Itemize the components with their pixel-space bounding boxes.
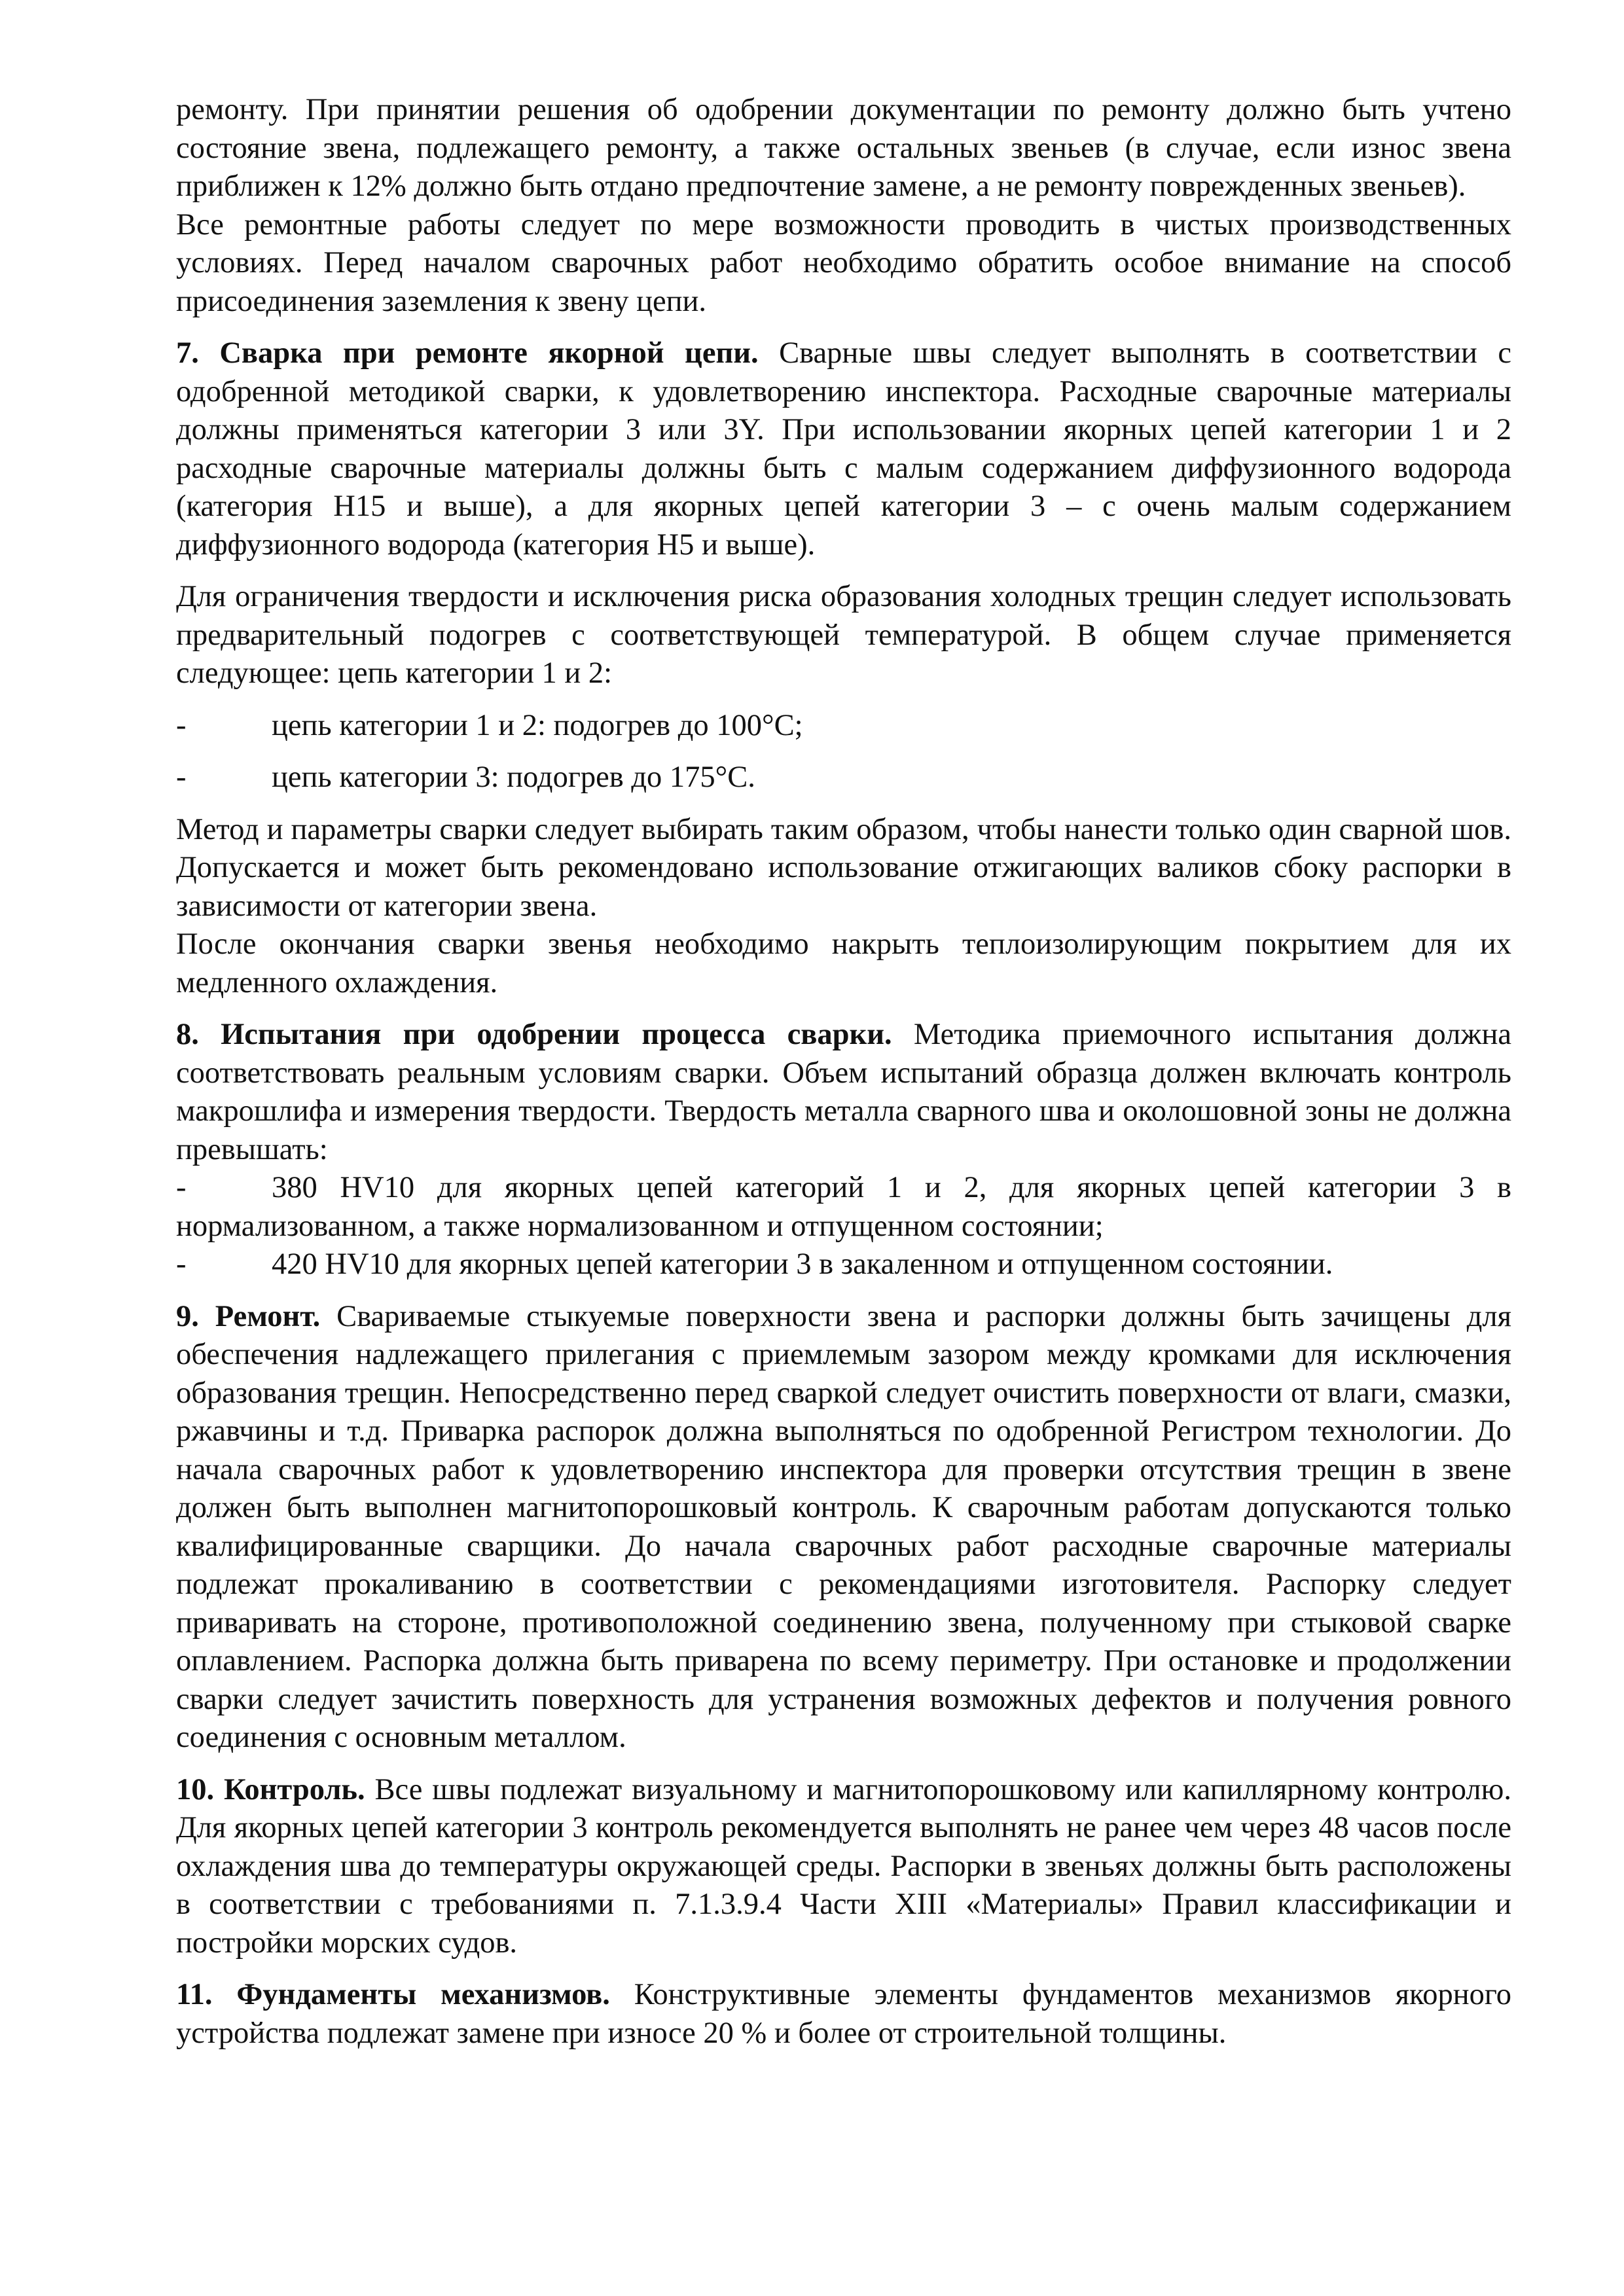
section-11-text: Конструктивные элементы фундаментов механизмов якорного устройства подлежат замене при износе 20 % и более от строительной толщины. xyxy=(176,1978,1511,2050)
intro-paragraph-2: Все ремонтные работы следует по мере возможности проводить в чистых производственных условиях. Перед началом сварочных работ необходимо обратить особое внимание на способ присоединения заземления к звену цепи. xyxy=(176,207,1511,318)
section-8-bullet-1 xyxy=(176,1169,1511,1246)
bullet-marker: - xyxy=(176,1247,187,1281)
document-page xyxy=(176,91,1511,2053)
section-7-heading: 7. Сварка при ремонте якорной цепи. xyxy=(176,336,759,370)
section-11-paragraph xyxy=(176,1976,1511,2053)
section-7-bullet-2-text: цепь категории 3: подогрев до 175°С. xyxy=(272,761,755,794)
section-8-text: Методика приемочного испытания должна соответствовать реальным условиям сварки. Объем испытаний образца должен включать контроль макрошлифа и измерения твердости. Твердость металла сварного шва и околошовной зоны не должна превышать: xyxy=(176,1018,1511,1166)
section-9-heading: 9. Ремонт. xyxy=(176,1299,321,1333)
section-7-paragraph xyxy=(176,334,1511,564)
bullet-marker: - xyxy=(176,761,187,794)
section-7-text: Сварные швы следует выполнять в соответствии с одобренной методикой сварки, к удовлетворению инспектора. Расходные сварочные материалы должны применяться категории 3 или 3Y. При использовании якорных цепей категории 1 и 2 расходные сварочные материалы должны быть с малым содержанием диффузионного водорода (категория H15 и выше), а для якорных цепей категории 3 – с очень малым содержанием диффузионного водорода (категория H5 и выше). xyxy=(176,336,1511,562)
section-10-heading: 10. Контроль. xyxy=(176,1772,365,1806)
section-9-text: Свариваемые стыкуемые поверхности звена и распорки должны быть зачищены для обеспечения надлежащего прилегания с приемлемым зазором между кромками для исключения образования трещин. Непосредственно перед сваркой следует очистить поверхности от влаги, смазки, ржавчины и т.д. Приварка распорок должна выполняться по одобренной Регистром технологии. До начала сварочных работ к удовлетворению инспектора для проверки отсутствия трещин в звене должен быть выполнен магнитопорошковый контроль. К сварочным работам допускаются только квалифицированные сварщики. До начала сварочных работ расходные сварочные материалы подлежат прокаливанию в соответствии с рекомендациями изготовителя. Распорку следует приваривать на стороне, противоположной соединению звена, полученному при стыковой сварке оплавлением. Распорка должна быть приварена по всему периметру. При остановке и продолжении сварки следует зачистить поверхность для устранения возможных дефектов и получения ровного соединения с основным металлом. xyxy=(176,1299,1511,1754)
section-9-paragraph xyxy=(176,1298,1511,1757)
section-7-preheat-paragraph: Для ограничения твердости и исключения риска образования холодных трещин следует использовать предварительный подогрев с соответствующей температурой. В общем случае применяется следующее: цепь категории 1 и 2: xyxy=(176,580,1511,690)
section-11-heading: 11. Фундаменты механизмов. xyxy=(176,1978,610,2011)
intro-paragraph-1: ремонту. При принятии решения об одобрении документации по ремонту должно быть учтено состояние звена, подлежащего ремонту, а также остальных звеньев (в случае, если износ звена приближен к 12% должно быть отдано предпочтение замене, а не ремонту поврежденных звеньев). xyxy=(176,93,1511,203)
section-10-paragraph xyxy=(176,1771,1511,1963)
section-10-text: Все швы подлежат визуальному и магнитопорошковому или капиллярному контролю. Для якорных цепей категории 3 контроль рекомендуется выполнять не ранее чем через 48 часов после охлаждения шва до температуры окружающей среды. Распорки в звеньях должны быть расположены в соответствии с требованиями п. 7.1.3.9.4 Части XIII «Материалы» Правил классификации и постройки морских судов. xyxy=(176,1772,1512,1960)
section-7-bullet-2 xyxy=(176,759,1511,797)
section-8-bullet-2 xyxy=(176,1246,1511,1284)
section-7-bullet-1-text: цепь категории 1 и 2: подогрев до 100°С; xyxy=(272,708,803,742)
section-8-bullet-1-text: 380 HV10 для якорных цепей категорий 1 и 2, для якорных цепей категории 3 в нормализованном, а также нормализованном и отпущенном состоянии; xyxy=(176,1171,1511,1243)
section-8-heading: 8. Испытания при одобрении процесса сварки. xyxy=(176,1018,892,1051)
section-7-cooling-paragraph: После окончания сварки звенья необходимо накрыть теплоизолирующим покрытием для их медленного охлаждения. xyxy=(176,927,1511,999)
section-7-method-paragraph: Метод и параметры сварки следует выбирать таким образом, чтобы нанести только один сварной шов. Допускается и может быть рекомендовано использование отжигающих валиков сбоку распорки в зависимости от категории звена. xyxy=(176,812,1511,923)
section-8-paragraph xyxy=(176,1016,1511,1169)
bullet-marker: - xyxy=(176,708,187,742)
section-7-bullet-1 xyxy=(176,707,1511,745)
section-8-bullet-2-text: 420 HV10 для якорных цепей категории 3 в закаленном и отпущенном состоянии. xyxy=(272,1247,1333,1281)
bullet-marker: - xyxy=(176,1171,187,1204)
